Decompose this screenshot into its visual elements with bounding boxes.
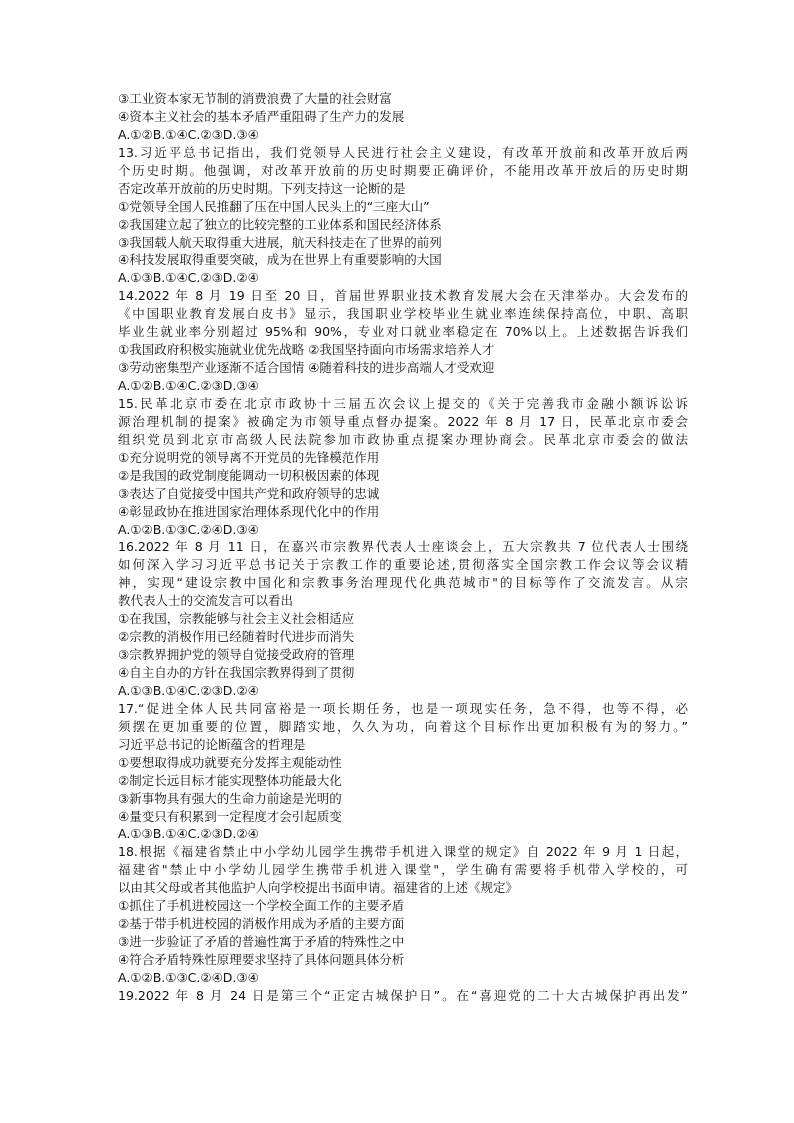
option-line: ④量变只有积累到一定程度才会引起质变 [118,808,342,824]
question-14-text: 毕业生就业率分别超过 95%和 90%，专业对口就业率稳定在 70%以上。上述数据告诉我们 [118,324,688,340]
option-line: ③我国载人航天取得重大进展，航天科技走在了世界的前列 [118,234,442,250]
question-14-text: 14.2022 年 8 月 19 日至 20 日，首届世界职业技术教育发展大会在天津举办。大会发布的 [118,288,688,304]
question-17-text: 17.“促进全体人民共同富裕是一项长期任务，也是一项现实任务，急不得，也等不得，必 [118,700,688,716]
option-line: ④符合矛盾特殊性原理要求坚持了具体问题具体分析 [118,952,405,967]
answer-choices: A.①③B.①④C.②③D.②④ [118,826,259,842]
answer-choices: A.①②B.①③C.②④D.③④ [118,521,259,537]
question-13-text: 13.习近平总书记指出，我们党领导人民进行社会主义建设，有改革开放前和改革开放后两 [118,144,688,160]
option-line: ①党领导全国人民推翻了压在中国人民头上的“三座大山” [118,198,430,214]
option-line: ②基于带手机进校园的消极作用成为矛盾的主要方面 [118,916,405,932]
option-line: ①在我国，宗教能够与社会主义社会相适应 [118,611,355,627]
option-line: ④自主自办的方针在我国宗教界得到了贯彻 [118,665,355,680]
question-16-text: 神，实现“建设宗教中国化和宗教事务治理现代化典范城市"的目标等作了交流发言。从宗 [118,575,688,591]
option-line: ③新事物具有强大的生命力前途是光明的 [118,790,342,806]
question-16-text: 如何深入学习习近平总书记关于宗教工作的重要论述,贯彻落实全国宗教工作会议等会议精 [118,557,688,573]
option-line: ①要想取得成功就要充分发挥主观能动性 [118,754,342,770]
option-line: ②宗教的消极作用已经随着时代进步而消失 [118,629,355,645]
question-17-text: 习近平总书记的论断蕴含的哲理是 [118,736,306,752]
question-15-text: 组织党员到北京市高级人民法院参加市政协重点提案办理协商会。民革北京市委会的做法 [118,431,688,447]
option-line: ③劳动密集型产业逐渐不适合国情 ④随着科技的进步高端人才受欢迎 [118,360,495,376]
option-line: ②是我国的政党制度能调动一切积极因素的体现 [118,467,380,483]
question-13-text: 否定改革开放前的历史时期。下列支持这一论断的是 [118,180,406,196]
option-line: ①充分说明党的领导离不开党员的先锋模范作用 [118,449,380,465]
option-line: ④科技发展取得重要突破，成为在世界上有重要影响的大国 [118,252,442,268]
option-line: ④彰显政协在推进国家治理体系现代化中的作用 [118,503,380,519]
question-15-text: 15.民革北京市委在北京市政协十三届五次会议上提交的《关于完善我市金融小额诉讼诉 [118,395,688,411]
answer-choices: A.①②B.①④C.②③D.③④ [118,126,259,142]
option-line: ③表达了自觉接受中国共产党和政府领导的忠诚 [118,485,380,501]
answer-choices: A.①③B.①④C.②③D.②④ [118,682,259,698]
option-line: ②我国建立起了独立的比较完整的工业体系和国民经济体系 [118,216,442,232]
question-19-text: 19.2022 年 8 月 24 日是第三个“正定古城保护日”。在“喜迎党的二十大古城保护再出发” [118,987,688,1003]
answer-choices: A.①③B.①④C.②③D.②④ [118,270,259,286]
answer-choices: A.①②B.①③C.②④D.③④ [118,969,259,985]
option-line: ③工业资本家无节制的消费浪费了大量的社会财富 [118,91,392,106]
question-18-text: 福建省"禁止中小学幼儿园学生携带手机进入课堂"，学生确有需要将手机带入学校的，可 [118,862,688,878]
question-16-text: 16.2022 年 8 月 11 日，在嘉兴市宗教界代表人士座谈会上，五大宗教共 7 位代表人士围绕 [118,539,688,555]
question-14-text: 《中国职业教育发展白皮书》显示，我国职业学校毕业生就业率连续保持高位，中职、高职 [118,306,688,322]
option-line: ②制定长远目标才能实现整体功能最大化 [118,772,342,788]
question-15-text: 源治理机制的提案》被确定为市领导重点督办提案。2022 年 8 月 17 日，民革北京市委会 [118,413,688,429]
option-line: ③宗教界拥护党的领导自觉接受政府的管理 [118,647,355,663]
question-18-text: 以由其父母或者其他监护人向学校提出书面申请。福建省的上述《规定》 [118,880,519,896]
option-line: ①我国政府积极实施就业优先战略 ②我国坚持面向市场需求培养人才 [118,342,495,358]
question-13-text: 个历史时期。他强调，对改革开放前的历史时期要正确评价，不能用改革开放后的历史时期 [118,162,688,178]
question-18-text: 18.根据《福建省禁止中小学幼儿园学生携带手机进入课堂的规定》自 2022 年 9 月 1 日起， [118,844,688,860]
document-page [118,90,688,1005]
question-16-text: 教代表人士的交流发言可以看出 [118,593,294,609]
option-line: ④资本主义社会的基本矛盾严重阻碍了生产力的发展 [118,108,405,124]
option-line: ①抓住了手机进校园这一个学校全面工作的主要矛盾 [118,898,405,914]
option-line: ③进一步验证了矛盾的普遍性寓于矛盾的特殊性之中 [118,934,405,950]
question-17-text: 须摆在更加重要的位置，脚踏实地，久久为功，向着这个目标作出更加积极有为的努力。” [118,718,688,734]
answer-choices: A.①②B.①④C.②③D.③④ [118,378,259,393]
